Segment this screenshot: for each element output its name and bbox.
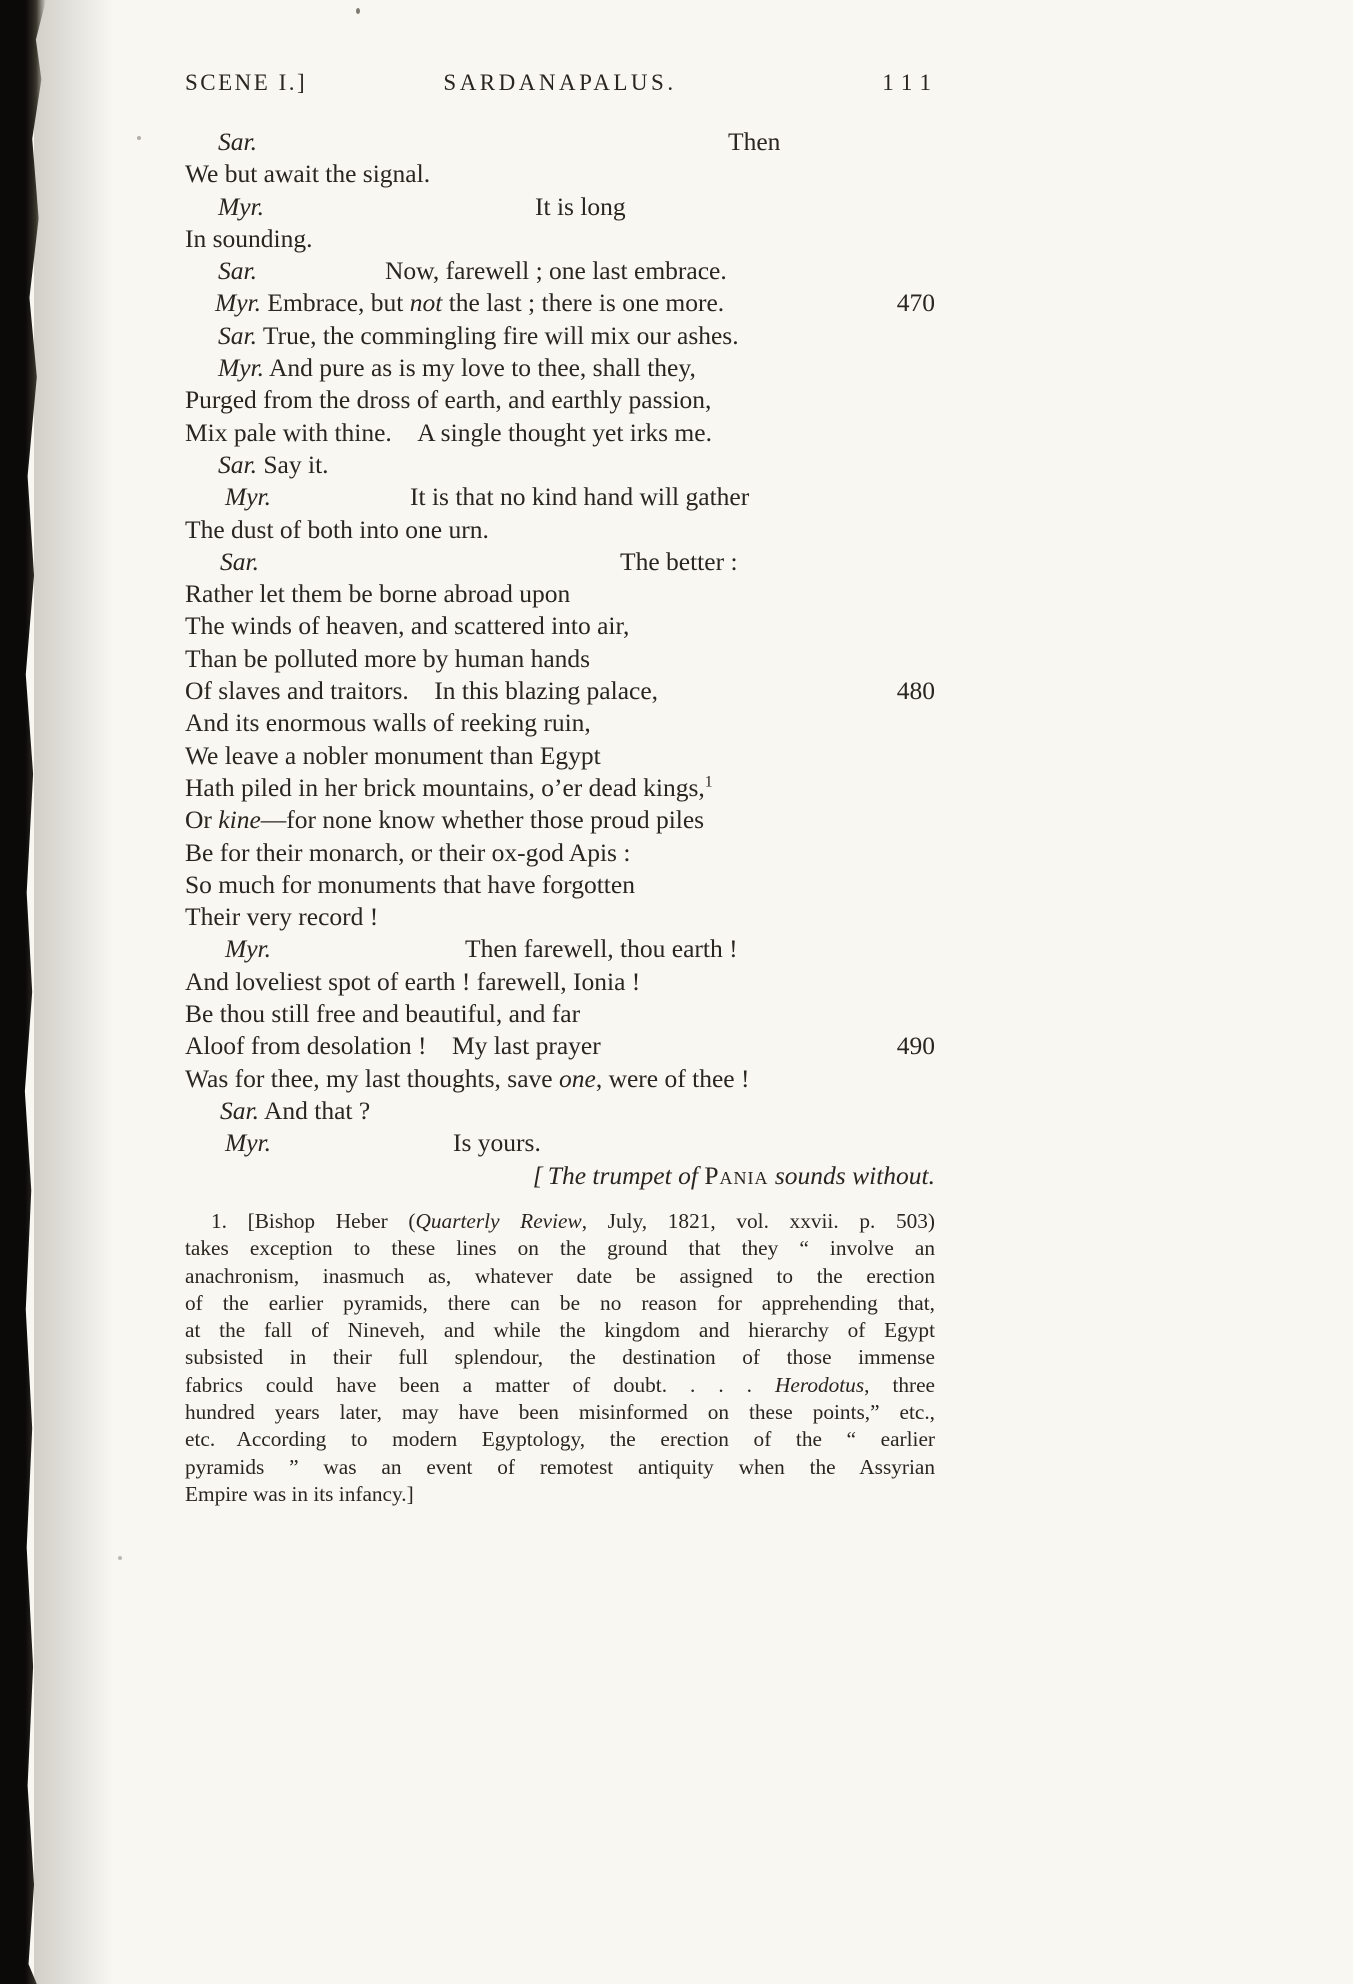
verse-line: Their very record ! [185, 902, 379, 932]
verse-line: So much for monuments that have forgotten [185, 869, 635, 899]
verse-line: Sar. Now, farewell ; one last embrace. [185, 255, 935, 287]
footnote-line: hundred years later, may have been misinformed on these points,” etc., [185, 1400, 935, 1425]
verse-continuation: Is yours. [453, 1128, 541, 1158]
verse-line: Sar. Then [185, 126, 935, 158]
verse-continuation: Then [728, 127, 781, 156]
running-title: SARDANAPALUS. [443, 70, 677, 95]
verse-line-number: 480 [896, 676, 935, 706]
verse-line: Was for thee, my last thoughts, save one, were of thee ! [185, 1063, 750, 1093]
scan-speck [356, 8, 360, 14]
verse-continuation: It is long [535, 191, 626, 221]
verse-line: Myr. It is that no kind hand will gather [185, 481, 935, 513]
verse-line: Sar. The better : [185, 546, 935, 578]
scan-speck [137, 136, 141, 140]
verse-line: Myr. And pure as is my love to thee, shall they, [218, 353, 696, 383]
footnote-line: subsisted in their full splendour, the destination of those immense [185, 1345, 935, 1370]
verse-line: Sar. And that ? [220, 1095, 371, 1125]
verse-continuation: Now, farewell ; one last embrace. [385, 256, 727, 286]
verse-line: Sar. Say it. [218, 449, 329, 479]
footnote [185, 1208, 935, 1508]
verse-continuation: The better : [620, 546, 738, 576]
gutter-shadow [34, 0, 114, 1984]
dialogue [185, 126, 935, 1192]
verse-line: Or kine—for none know whether those proud piles [185, 805, 705, 835]
footnote-line: at the fall of Nineveh, and while the kingdom and hierarchy of Egypt [185, 1318, 935, 1343]
verse-line: Myr. Embrace, but not the last ; there is one more. 470 [185, 287, 935, 319]
footnote-line: 1. [Bishop Heber (Quarterly Review, July, 1821, vol. xxvii. p. 503) [211, 1209, 935, 1233]
verse-line: Of slaves and traitors. In this blazing palace, 480 [185, 675, 935, 707]
verse-line-number: 470 [896, 288, 935, 318]
verse-line: Myr. Is yours. [185, 1127, 935, 1159]
verse-line: In sounding. [185, 223, 313, 253]
scan-gutter-edge [0, 0, 46, 1984]
verse-line: Mix pale with thine. A single thought yet irks me. [185, 417, 712, 447]
verse-line: Than be polluted more by human hands [185, 643, 591, 673]
verse-continuation: Then farewell, thou earth ! [465, 934, 738, 964]
verse-line: The dust of both into one urn. [185, 514, 489, 544]
verse-line: We leave a nobler monument than Egypt [185, 740, 601, 770]
footnote-line: Empire was in its infancy.] [185, 1481, 414, 1506]
verse-continuation: It is that no kind hand will gather [410, 482, 750, 512]
footnote-line: pyramids ” was an event of remotest antiquity when the Assyrian [185, 1454, 935, 1479]
footnote-line: etc. According to modern Egyptology, the erection of the “ earlier [185, 1427, 935, 1452]
verse-line: Sar. True, the commingling fire will mix our ashes. [218, 320, 739, 350]
verse-line: Hath piled in her brick mountains, o’er dead kings,$^1$ [185, 772, 713, 802]
scan-speck [118, 1556, 122, 1560]
verse-line-number: 490 [896, 1031, 935, 1061]
verse-line: Myr. Then farewell, thou earth ! [185, 933, 935, 965]
scene-label: SCENE I.] [185, 70, 308, 95]
verse-line: Purged from the dross of earth, and earthly passion, [185, 385, 712, 415]
verse-line: And loveliest spot of earth ! farewell, Ionia ! [185, 966, 641, 996]
verse-line: Be for their monarch, or their ox-god Apis : [185, 837, 631, 867]
footnote-line: fabrics could have been a matter of doubt. . . . Herodotus, three [185, 1372, 936, 1397]
verse-line: And its enormous walls of reeking ruin, [185, 708, 591, 738]
verse-line: Be thou still free and beautiful, and far [185, 999, 581, 1029]
verse-line: We but await the signal. [185, 159, 431, 189]
footnote-line: takes exception to these lines on the ground that they “ involve an [185, 1236, 935, 1261]
stage-direction: [ The trumpet of Pania sounds without. [532, 1160, 935, 1190]
verse-line: Rather let them be borne abroad upon [185, 579, 571, 609]
verse-line: Aloof from desolation ! My last prayer 490 [185, 1030, 935, 1062]
page-header [185, 70, 939, 100]
footnote-line: of the earlier pyramids, there can be no reason for apprehending that, [185, 1290, 935, 1315]
verse-line: Myr. It is long [185, 191, 935, 223]
page-number: 111 [882, 70, 939, 95]
footnote-line: anachronism, inasmuch as, whatever date be assigned to the erection [185, 1263, 935, 1288]
verse-line: The winds of heaven, and scattered into air, [185, 611, 630, 641]
